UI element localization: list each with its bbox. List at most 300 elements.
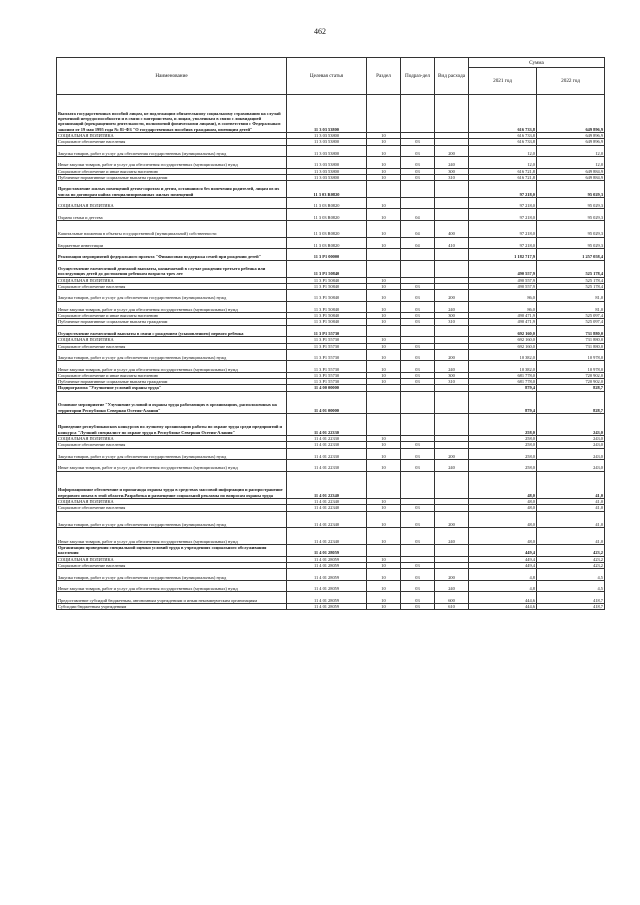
cell-subsection: 03	[401, 157, 435, 169]
cell-target: 11 4 01 28059	[287, 603, 367, 609]
cell-target: 11 4 01 22330	[287, 413, 367, 435]
cell-name: Социальное обеспечение населения	[57, 505, 287, 511]
cell-expense-type: 300	[435, 372, 469, 378]
table-row	[57, 603, 605, 609]
cell-sum-2022: 10 978,0	[537, 361, 605, 373]
cell-expense-type	[435, 197, 469, 209]
cell-name: Бюджетные инвестиции	[57, 237, 287, 249]
cell-name: Социальное обеспечение населения	[57, 442, 287, 448]
table-row	[57, 391, 605, 413]
cell-sum-2021: 48,0	[469, 528, 537, 545]
cell-expense-type: 240	[435, 528, 469, 545]
cell-subsection: 03	[401, 145, 435, 157]
cell-sum-2021: 97 218,0	[469, 237, 537, 249]
cell-sum-2022: 720 902,0	[537, 372, 605, 378]
cell-section: 10	[367, 197, 401, 209]
cell-target: 11 3 03 53800	[287, 145, 367, 157]
table-row	[57, 545, 605, 557]
cell-sum-2022: 95 029,3	[537, 197, 605, 209]
cell-sum-2022: 41,0	[537, 471, 605, 498]
cell-name: СОЦИАЛЬНАЯ ПОЛИТИКА	[57, 498, 287, 504]
cell-sum-2022: 41,0	[537, 505, 605, 511]
cell-section: 10	[367, 505, 401, 511]
table-row	[57, 95, 605, 133]
cell-subsection: 03	[401, 319, 435, 325]
cell-target: 11 3 P1 50840	[287, 290, 367, 302]
cell-sum-2022: 95 029,3	[537, 209, 605, 221]
table-header	[57, 58, 605, 95]
cell-target: 11 4 01 22340	[287, 471, 367, 498]
cell-subsection: 03	[401, 460, 435, 472]
cell-section: 10	[367, 313, 401, 319]
cell-name: Предоставление субсидий бюджетным, автономным учреждениям и иным некоммерческим организациям	[57, 592, 287, 604]
cell-section: 10	[367, 379, 401, 385]
cell-section: 10	[367, 343, 401, 349]
cell-name: СОЦИАЛЬНАЯ ПОЛИТИКА	[57, 337, 287, 343]
cell-sum-2021: 616 733,8	[469, 133, 537, 139]
cell-target: 11 3 03 53800	[287, 95, 367, 133]
cell-name: Социальное обеспечение и иные выплаты населению	[57, 372, 287, 378]
cell-sum-2021: 48,0	[469, 471, 537, 498]
column-header-name: Наименование	[57, 58, 287, 95]
cell-section	[367, 545, 401, 557]
cell-name: Реализация мероприятий федерального проекта "Финансовая поддержка семей при рождении детей"	[57, 249, 287, 261]
cell-expense-type: 200	[435, 511, 469, 528]
cell-subsection: 04	[401, 237, 435, 249]
cell-section: 10	[367, 283, 401, 289]
cell-subsection: 03	[401, 283, 435, 289]
cell-expense-type: 310	[435, 379, 469, 385]
page-number: 462	[314, 27, 326, 36]
cell-sum-2021: 692 160,0	[469, 325, 537, 337]
table-row	[57, 592, 605, 604]
cell-name: СОЦИАЛЬНАЯ ПОЛИТИКА	[57, 435, 287, 441]
cell-sum-2021: 86,0	[469, 290, 537, 302]
cell-target: 11 3 03 R0820	[287, 209, 367, 221]
cell-sum-2021: 692 160,0	[469, 337, 537, 343]
cell-sum-2022: 95 029,3	[537, 237, 605, 249]
cell-target: 11 3 P1 50840	[287, 277, 367, 283]
cell-subsection: 03	[401, 313, 435, 319]
table-row	[57, 145, 605, 157]
cell-sum-2021: 1 182 717,9	[469, 249, 537, 261]
cell-sum-2021: 4,8	[469, 569, 537, 581]
cell-sum-2022: 243,0	[537, 413, 605, 435]
table-row	[57, 181, 605, 198]
cell-name: Иные закупки товаров, работ и услуг для обеспечения государственных (муниципальных) нужд	[57, 460, 287, 472]
cell-subsection	[401, 413, 435, 435]
cell-sum-2021: 490 557,9	[469, 283, 537, 289]
cell-subsection: 03	[401, 563, 435, 569]
table-row	[57, 260, 605, 277]
cell-expense-type: 400	[435, 220, 469, 237]
cell-sum-2021: 12,0	[469, 145, 537, 157]
table-row	[57, 528, 605, 545]
cell-sum-2021: 616 733,8	[469, 95, 537, 133]
cell-subsection: 03	[401, 349, 435, 361]
cell-sum-2022: 95 029,3	[537, 181, 605, 198]
cell-name: Иные закупки товаров, работ и услуг для обеспечения государственных (муниципальных) нужд	[57, 580, 287, 592]
cell-section: 10	[367, 563, 401, 569]
cell-sum-2022: 731 880,0	[537, 343, 605, 349]
cell-expense-type: 410	[435, 237, 469, 249]
cell-name: Социальное обеспечение и иные выплаты населению	[57, 168, 287, 174]
cell-target: 11 3 03 53800	[287, 139, 367, 145]
cell-name: Закупка товаров, работ и услуг для обеспечения государственных (муниципальных) нужд	[57, 448, 287, 460]
table-row	[57, 220, 605, 237]
cell-subsection: 03	[401, 580, 435, 592]
cell-section	[367, 260, 401, 277]
cell-name: Социальное обеспечение населения	[57, 343, 287, 349]
cell-subsection	[401, 325, 435, 337]
cell-subsection: 03	[401, 592, 435, 604]
table-row	[57, 290, 605, 302]
cell-target: 11 3 03 R0820	[287, 237, 367, 249]
cell-section: 10	[367, 528, 401, 545]
cell-target: 11 4 00 00000	[287, 385, 367, 391]
cell-section: 10	[367, 603, 401, 609]
table-row	[57, 460, 605, 472]
table-row	[57, 448, 605, 460]
cell-subsection	[401, 181, 435, 198]
cell-sum-2022: 525 178,4	[537, 283, 605, 289]
table-row	[57, 197, 605, 209]
table-row	[57, 313, 605, 319]
cell-target: 11 4 01 22340	[287, 498, 367, 504]
cell-target: 11 3 P1 55730	[287, 343, 367, 349]
cell-name: Капитальные вложения в объекты государственной (муниципальной) собственности	[57, 220, 287, 237]
cell-sum-2022: 243,0	[537, 435, 605, 441]
cell-expense-type	[435, 209, 469, 221]
cell-subsection: 03	[401, 343, 435, 349]
cell-target: 11 3 P1 55730	[287, 325, 367, 337]
cell-name: Закупка товаров, работ и услуг для обеспечения государственных (муниципальных) нужд	[57, 145, 287, 157]
cell-name: Социальное обеспечение и иные выплаты населению	[57, 313, 287, 319]
cell-section: 10	[367, 319, 401, 325]
cell-sum-2022: 243,0	[537, 442, 605, 448]
cell-name: Публичные нормативные социальные выплаты гражданам	[57, 379, 287, 385]
cell-sum-2022: 4,5	[537, 569, 605, 581]
cell-subsection: 03	[401, 603, 435, 609]
cell-sum-2021: 490 471,9	[469, 313, 537, 319]
cell-sum-2021: 86,0	[469, 301, 537, 313]
cell-section: 10	[367, 157, 401, 169]
cell-expense-type: 240	[435, 157, 469, 169]
table-row	[57, 157, 605, 169]
cell-subsection	[401, 545, 435, 557]
cell-name: Иные закупки товаров, работ и услуг для обеспечения государственных (муниципальных) нужд	[57, 361, 287, 373]
cell-target: 11 4 01 28059	[287, 592, 367, 604]
cell-expense-type: 310	[435, 174, 469, 180]
cell-section: 10	[367, 277, 401, 283]
cell-section: 10	[367, 372, 401, 378]
cell-sum-2022: 828,7	[537, 391, 605, 413]
cell-section: 10	[367, 139, 401, 145]
cell-expense-type: 240	[435, 301, 469, 313]
cell-section: 10	[367, 511, 401, 528]
cell-target: 11 3 P1 55730	[287, 379, 367, 385]
cell-target: 11 3 P1 50840	[287, 283, 367, 289]
cell-subsection: 03	[401, 372, 435, 378]
cell-sum-2021: 10 382,0	[469, 361, 537, 373]
cell-sum-2021: 692 160,0	[469, 343, 537, 349]
cell-section: 10	[367, 569, 401, 581]
cell-sum-2021: 97 218,0	[469, 209, 537, 221]
cell-sum-2021: 681 778,0	[469, 379, 537, 385]
cell-expense-type: 200	[435, 569, 469, 581]
cell-sum-2021: 10 382,0	[469, 349, 537, 361]
cell-expense-type: 240	[435, 361, 469, 373]
cell-section: 10	[367, 174, 401, 180]
cell-target: 11 4 01 28059	[287, 563, 367, 569]
table-row	[57, 471, 605, 498]
cell-expense-type	[435, 95, 469, 133]
cell-section: 10	[367, 556, 401, 562]
cell-target: 11 3 03 53800	[287, 157, 367, 169]
cell-subsection: 03	[401, 361, 435, 373]
cell-sum-2021: 48,0	[469, 511, 537, 528]
cell-sum-2021: 490 557,9	[469, 260, 537, 277]
cell-subsection: 04	[401, 220, 435, 237]
cell-sum-2021: 258,0	[469, 448, 537, 460]
cell-target: 11 3 P1 50840	[287, 319, 367, 325]
cell-name: Охрана семьи и детства	[57, 209, 287, 221]
cell-target: 11 3 P1 50840	[287, 260, 367, 277]
cell-sum-2022: 12,0	[537, 157, 605, 169]
cell-sum-2021: 444,6	[469, 592, 537, 604]
cell-section: 10	[367, 168, 401, 174]
cell-target: 11 3 P1 55730	[287, 349, 367, 361]
table-row	[57, 379, 605, 385]
cell-section: 10	[367, 237, 401, 249]
table-row	[57, 249, 605, 261]
cell-sum-2022: 81,0	[537, 301, 605, 313]
cell-sum-2022: 649 884,9	[537, 168, 605, 174]
cell-expense-type	[435, 545, 469, 557]
cell-subsection: 03	[401, 290, 435, 302]
table-row	[57, 580, 605, 592]
cell-sum-2022: 731 880,0	[537, 325, 605, 337]
cell-section: 10	[367, 133, 401, 139]
cell-sum-2022: 720 902,0	[537, 379, 605, 385]
cell-expense-type	[435, 413, 469, 435]
cell-expense-type: 240	[435, 580, 469, 592]
table-row	[57, 319, 605, 325]
cell-name: СОЦИАЛЬНАЯ ПОЛИТИКА	[57, 277, 287, 283]
cell-sum-2022: 12,0	[537, 145, 605, 157]
cell-sum-2021: 258,0	[469, 435, 537, 441]
cell-target: 11 4 01 22340	[287, 528, 367, 545]
budget-table	[56, 57, 605, 610]
cell-sum-2022: 525 097,4	[537, 319, 605, 325]
cell-section	[367, 95, 401, 133]
cell-section	[367, 249, 401, 261]
cell-expense-type: 310	[435, 319, 469, 325]
cell-section: 10	[367, 301, 401, 313]
cell-target: 11 3 P1 55730	[287, 337, 367, 343]
cell-sum-2022: 41,0	[537, 528, 605, 545]
table-row	[57, 325, 605, 337]
cell-sum-2022: 4,5	[537, 580, 605, 592]
cell-target: 11 4 01 22330	[287, 460, 367, 472]
cell-subsection: 03	[401, 174, 435, 180]
cell-sum-2021: 449,4	[469, 556, 537, 562]
column-header-expense-type: Вид расхода	[435, 58, 469, 95]
cell-sum-2021: 444,6	[469, 603, 537, 609]
cell-target: 11 4 01 22330	[287, 435, 367, 441]
cell-subsection	[401, 249, 435, 261]
cell-target: 11 3 03 R0820	[287, 181, 367, 198]
cell-expense-type: 300	[435, 168, 469, 174]
cell-expense-type: 240	[435, 460, 469, 472]
cell-sum-2022: 95 029,3	[537, 220, 605, 237]
cell-target: 11 4 01 28059	[287, 580, 367, 592]
cell-expense-type: 200	[435, 349, 469, 361]
cell-sum-2022: 243,0	[537, 448, 605, 460]
column-header-sum: Сумма	[469, 58, 605, 68]
cell-sum-2022: 41,0	[537, 498, 605, 504]
cell-sum-2022: 525 097,4	[537, 313, 605, 319]
cell-expense-type: 200	[435, 290, 469, 302]
cell-name: Информационное обеспечение и пропаганда охраны труда в средствах массовой информации и распространение передового опыта в этой области.Разработка и размещение социальной рекламы по вопросам охраны труда	[57, 471, 287, 498]
cell-expense-type	[435, 325, 469, 337]
cell-sum-2021: 258,0	[469, 442, 537, 448]
cell-section: 10	[367, 580, 401, 592]
cell-name: Социальное обеспечение населения	[57, 283, 287, 289]
cell-section: 10	[367, 442, 401, 448]
cell-sum-2022: 418,7	[537, 603, 605, 609]
cell-target: 11 4 01 22340	[287, 505, 367, 511]
cell-expense-type	[435, 260, 469, 277]
cell-section: 10	[367, 498, 401, 504]
cell-sum-2021: 681 778,0	[469, 372, 537, 378]
cell-subsection	[401, 197, 435, 209]
cell-subsection: 03	[401, 168, 435, 174]
cell-target: 11 3 P1 55730	[287, 372, 367, 378]
cell-name: СОЦИАЛЬНАЯ ПОЛИТИКА	[57, 556, 287, 562]
cell-subsection: 03	[401, 569, 435, 581]
cell-name: Закупка товаров, работ и услуг для обеспечения государственных (муниципальных) нужд	[57, 569, 287, 581]
table-row	[57, 237, 605, 249]
cell-sum-2022: 243,0	[537, 460, 605, 472]
cell-sum-2022: 423,2	[537, 545, 605, 557]
cell-sum-2021: 616 721,8	[469, 174, 537, 180]
cell-name: Публичные нормативные социальные выплаты гражданам	[57, 174, 287, 180]
cell-target: 11 4 01 22340	[287, 511, 367, 528]
table-row	[57, 209, 605, 221]
cell-sum-2021: 490 471,9	[469, 319, 537, 325]
cell-subsection: 03	[401, 511, 435, 528]
cell-section: 10	[367, 435, 401, 441]
cell-name: Предоставление жилых помещений детям-сиротам и детям, оставшимся без попечения родителей, лицам из их числа по договорам найма специализированных жилых помещений	[57, 181, 287, 198]
table-row	[57, 301, 605, 313]
cell-expense-type	[435, 249, 469, 261]
cell-sum-2021: 490 557,9	[469, 277, 537, 283]
cell-name: Субсидии бюджетным учреждениям	[57, 603, 287, 609]
cell-target: 11 3 03 R0820	[287, 220, 367, 237]
cell-sum-2022: 525 178,4	[537, 277, 605, 283]
cell-sum-2022: 423,2	[537, 556, 605, 562]
cell-target: 11 3 P1 50840	[287, 301, 367, 313]
cell-expense-type: 600	[435, 592, 469, 604]
cell-sum-2021: 258,0	[469, 413, 537, 435]
cell-sum-2021: 12,0	[469, 157, 537, 169]
cell-sum-2022: 423,2	[537, 563, 605, 569]
cell-target: 11 3 P1 50840	[287, 313, 367, 319]
cell-name: Основное мероприятие "Улучшение условий и охраны труда работающих в организациях, расположенных на территории Республики Северная Осетия-Алания"	[57, 391, 287, 413]
cell-sum-2022: 649 896,9	[537, 133, 605, 139]
cell-name: Иные закупки товаров, работ и услуг для обеспечения государственных (муниципальных) нужд	[57, 301, 287, 313]
cell-expense-type: 300	[435, 313, 469, 319]
cell-sum-2022: 731 880,0	[537, 337, 605, 343]
cell-sum-2021: 4,8	[469, 580, 537, 592]
cell-subsection: 03	[401, 505, 435, 511]
cell-name: Подпрограмма "Улучшение условий охраны труда"	[57, 385, 287, 391]
cell-subsection	[401, 95, 435, 133]
cell-target: 11 3 P1 00000	[287, 249, 367, 261]
column-header-subsection: Подраз-дел	[401, 58, 435, 95]
cell-target: 11 4 01 22330	[287, 442, 367, 448]
table-row	[57, 569, 605, 581]
column-header-2021: 2021 год	[469, 68, 537, 95]
cell-expense-type	[435, 391, 469, 413]
cell-name: Публичные нормативные социальные выплаты гражданам	[57, 319, 287, 325]
cell-name: Социальное обеспечение населения	[57, 139, 287, 145]
cell-sum-2022: 649 896,9	[537, 95, 605, 133]
cell-sum-2021: 97 218,0	[469, 181, 537, 198]
cell-section: 10	[367, 290, 401, 302]
cell-name: СОЦИАЛЬНАЯ ПОЛИТИКА	[57, 197, 287, 209]
cell-name: Проведение республиканских конкурсов по лучшему организацию работы по охране труда среди предприятий и конкурса "Лучший специалист по охране труда в Республике Северная Осетия-Алания"	[57, 413, 287, 435]
cell-sum-2022: 525 178,4	[537, 260, 605, 277]
cell-sum-2022: 828,7	[537, 385, 605, 391]
cell-section: 10	[367, 592, 401, 604]
cell-subsection: 03	[401, 379, 435, 385]
cell-section: 10	[367, 220, 401, 237]
cell-sum-2021: 449,4	[469, 563, 537, 569]
cell-subsection: 03	[401, 301, 435, 313]
cell-subsection: 03	[401, 528, 435, 545]
cell-name: Осуществление ежемесячной денежной выплаты, назначаемой в случае рождения третьего ребенка или последующих детей до достижения ребенком возраста трех лет	[57, 260, 287, 277]
cell-subsection: 03	[401, 442, 435, 448]
column-header-section: Раздел	[367, 58, 401, 95]
cell-sum-2022: 81,0	[537, 290, 605, 302]
cell-sum-2021: 97 218,0	[469, 220, 537, 237]
cell-subsection	[401, 471, 435, 498]
column-header-target: Целевая статья	[287, 58, 367, 95]
cell-name: Выплата государственных пособий лицам, не подлежащим обязательному социальному страхованию на случай временной нетрудоспособности и в связи с материнством, и лицам, уволенным в связи с ликвидацией организаций (прекращением деятельности, полномочий физическими лицами), в соответствии с Федеральным законом от 19 мая 1995 года № 81-ФЗ "О государственных пособиях гражданам, имеющим детей"	[57, 95, 287, 133]
cell-section	[367, 391, 401, 413]
cell-sum-2021: 48,0	[469, 505, 537, 511]
cell-subsection	[401, 260, 435, 277]
cell-target: 11 3 03 53800	[287, 133, 367, 139]
column-header-2022: 2022 год	[537, 68, 605, 95]
cell-name: СОЦИАЛЬНАЯ ПОЛИТИКА	[57, 133, 287, 139]
cell-section: 10	[367, 337, 401, 343]
cell-name: Осуществление ежемесячной выплаты в связи с рождением (усыновлением) первого ребенка	[57, 325, 287, 337]
cell-name: Иные закупки товаров, работ и услуг для обеспечения государственных (муниципальных) нужд	[57, 528, 287, 545]
cell-section: 10	[367, 145, 401, 157]
cell-sum-2021: 879,4	[469, 391, 537, 413]
cell-target: 11 3 P1 55730	[287, 361, 367, 373]
table-row	[57, 349, 605, 361]
cell-section	[367, 471, 401, 498]
cell-sum-2021: 616 733,8	[469, 139, 537, 145]
cell-expense-type	[435, 181, 469, 198]
cell-section	[367, 413, 401, 435]
cell-sum-2022: 649 896,9	[537, 139, 605, 145]
cell-sum-2022: 418,7	[537, 592, 605, 604]
